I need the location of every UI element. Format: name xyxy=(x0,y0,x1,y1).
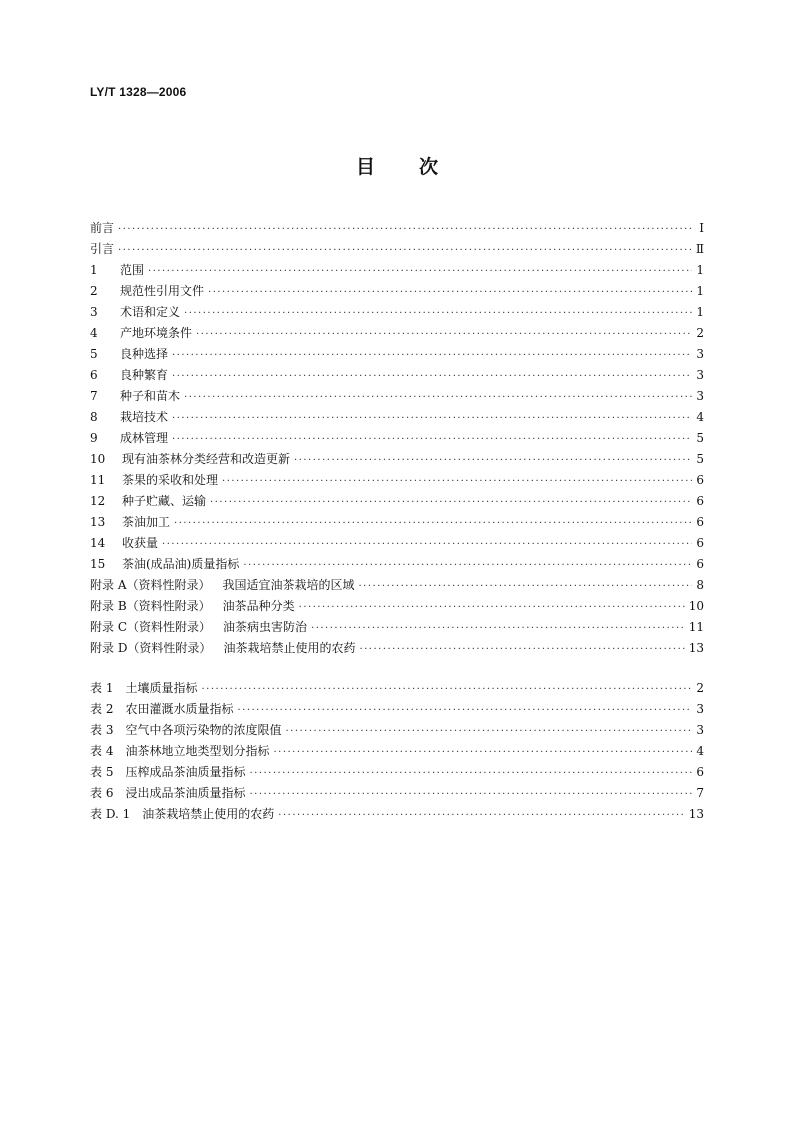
leader-dots xyxy=(359,639,684,660)
toc-entry-page: 6 xyxy=(696,494,704,508)
toc-entry-page: 5 xyxy=(696,431,704,445)
table-entry[interactable] xyxy=(90,699,704,720)
table-entry[interactable] xyxy=(90,720,704,741)
leader-dots xyxy=(208,282,692,303)
toc-entry-page: 10 xyxy=(688,599,704,613)
leader-dots xyxy=(118,219,692,240)
toc-list xyxy=(90,218,704,659)
leader-dots xyxy=(285,721,692,742)
table-entry[interactable] xyxy=(90,762,704,783)
table-entry[interactable] xyxy=(90,804,704,825)
toc-appendix-entry[interactable] xyxy=(90,575,704,596)
toc-entry-label: 成林管理 xyxy=(120,431,169,445)
leader-dots xyxy=(237,700,692,721)
toc-entry-label: 茶油加工 xyxy=(122,515,171,529)
toc-entry-page: 3 xyxy=(696,368,704,382)
toc-entry-label: 油茶病虫害防治 xyxy=(223,620,308,634)
leader-dots xyxy=(201,679,692,700)
toc-entry-page: 6 xyxy=(696,536,704,550)
toc-entry-label: 茶油(成品油)质量指标 xyxy=(122,557,240,571)
toc-entry-number: 13 xyxy=(90,515,106,529)
toc-entry-number: 10 xyxy=(90,452,106,466)
toc-entry-number: 14 xyxy=(90,536,106,550)
toc-entry-label: 种子贮藏、运输 xyxy=(122,494,207,508)
toc-entry[interactable] xyxy=(90,428,704,449)
toc-entry-number: 3 xyxy=(90,305,98,319)
leader-dots xyxy=(148,261,692,282)
toc-entry[interactable] xyxy=(90,407,704,428)
table-prefix: 表 3 xyxy=(90,723,114,737)
toc-title-part1: 目 xyxy=(355,156,375,178)
leader-dots xyxy=(311,618,685,639)
table-entry[interactable] xyxy=(90,678,704,699)
document-code: LY/T 1328—2006 xyxy=(90,85,187,99)
toc-entry-label: 规范性引用文件 xyxy=(120,284,205,298)
toc-entry-page: 1 xyxy=(696,305,704,319)
table-entry-page: 13 xyxy=(688,807,704,821)
leader-dots xyxy=(184,387,692,408)
leader-dots xyxy=(249,784,692,805)
toc-entry-page: 13 xyxy=(688,641,704,655)
table-entry-page: 4 xyxy=(696,744,704,758)
toc-entry[interactable] xyxy=(90,365,704,386)
leader-dots xyxy=(184,303,692,324)
toc-entry[interactable] xyxy=(90,344,704,365)
toc-entry-label: 现有油茶林分类经营和改造更新 xyxy=(122,452,291,466)
toc-entry-label: 范围 xyxy=(120,263,145,277)
leader-dots xyxy=(249,763,692,784)
toc-entry-number: 11 xyxy=(90,473,106,487)
toc-entry-label: 油茶栽培禁止使用的农药 xyxy=(223,641,356,655)
toc-entry[interactable] xyxy=(90,491,704,512)
toc-entry-page: 11 xyxy=(688,620,704,634)
leader-dots xyxy=(210,492,692,513)
toc-entry[interactable] xyxy=(90,260,704,281)
toc-entry-page: 2 xyxy=(696,326,704,340)
leader-dots xyxy=(196,324,692,345)
table-entry-page: 7 xyxy=(696,786,704,800)
toc-entry[interactable] xyxy=(90,512,704,533)
leader-dots xyxy=(172,429,692,450)
toc-entry-page: 8 xyxy=(696,578,704,592)
toc-entry-label: 良种选择 xyxy=(120,347,169,361)
toc-entry-page: 4 xyxy=(696,410,704,424)
toc-entry[interactable] xyxy=(90,281,704,302)
leader-dots xyxy=(222,471,692,492)
toc-entry-label: 术语和定义 xyxy=(120,305,181,319)
toc-entry-page: 6 xyxy=(696,473,704,487)
appendix-prefix: 附录 B（资料性附录） xyxy=(90,599,211,613)
toc-entry-label: 茶果的采收和处理 xyxy=(122,473,219,487)
table-entry-label: 农田灌溉水质量指标 xyxy=(125,702,234,716)
toc-entry-number: 6 xyxy=(90,368,98,382)
toc-appendix-entry[interactable] xyxy=(90,617,704,638)
table-entry[interactable] xyxy=(90,741,704,762)
toc-entry-number: 8 xyxy=(90,410,98,424)
toc-entry-label: 栽培技术 xyxy=(120,410,169,424)
toc-entry-page: Ⅰ xyxy=(699,221,704,235)
toc-entry[interactable] xyxy=(90,386,704,407)
leader-dots xyxy=(278,805,684,826)
toc-entry-number: 15 xyxy=(90,557,106,571)
table-prefix: 表 2 xyxy=(90,702,114,716)
table-prefix: 表 4 xyxy=(90,744,114,758)
table-entry[interactable] xyxy=(90,783,704,804)
toc-entry-label: 前言 xyxy=(90,221,115,235)
table-prefix: 表 1 xyxy=(90,681,114,695)
toc-entry-page: 6 xyxy=(696,557,704,571)
toc-entry[interactable] xyxy=(90,239,704,260)
toc-title xyxy=(0,152,794,179)
table-entry-page: 3 xyxy=(696,702,704,716)
toc-entry-number: 7 xyxy=(90,389,98,403)
toc-entry-page: 1 xyxy=(696,284,704,298)
toc-entry-label: 良种繁育 xyxy=(120,368,169,382)
table-prefix: 表 6 xyxy=(90,786,114,800)
table-entry-page: 2 xyxy=(696,681,704,695)
toc-appendix-entry[interactable] xyxy=(90,596,704,617)
leader-dots xyxy=(294,450,692,471)
table-entry-page: 3 xyxy=(696,723,704,737)
table-entry-label: 油茶栽培禁止使用的农药 xyxy=(142,807,275,821)
toc-title-part2: 次 xyxy=(419,156,439,178)
toc-entry-label: 收获量 xyxy=(122,536,159,550)
table-entry-page: 6 xyxy=(696,765,704,779)
appendix-prefix: 附录 C（资料性附录） xyxy=(90,620,211,634)
leader-dots xyxy=(172,345,692,366)
table-entry-label: 空气中各项污染物的浓度限值 xyxy=(125,723,282,737)
toc-entry-number: 9 xyxy=(90,431,98,445)
toc-entry-page: 3 xyxy=(696,347,704,361)
table-entry-label: 油茶林地立地类型划分指标 xyxy=(125,744,270,758)
toc-entry-page: 6 xyxy=(696,515,704,529)
appendix-prefix: 附录 A（资料性附录） xyxy=(90,578,211,592)
toc-entry-number: 2 xyxy=(90,284,98,298)
table-prefix: 表 D. 1 xyxy=(90,807,131,821)
table-prefix: 表 5 xyxy=(90,765,114,779)
toc-entry-number: 5 xyxy=(90,347,98,361)
appendix-prefix: 附录 D（资料性附录） xyxy=(90,641,212,655)
leader-dots xyxy=(172,366,692,387)
toc-entry[interactable] xyxy=(90,554,704,575)
leader-dots xyxy=(243,555,692,576)
table-list xyxy=(90,678,704,825)
toc-entry-page: Ⅱ xyxy=(695,242,704,256)
toc-entry[interactable] xyxy=(90,533,704,554)
toc-appendix-entry[interactable] xyxy=(90,638,704,659)
toc-entry-label: 产地环境条件 xyxy=(120,326,193,340)
leader-dots xyxy=(174,513,692,534)
toc-entry-number: 12 xyxy=(90,494,106,508)
toc-entry-number: 1 xyxy=(90,263,98,277)
leader-dots xyxy=(118,240,692,261)
toc-entry[interactable] xyxy=(90,449,704,470)
toc-entry-page: 3 xyxy=(696,389,704,403)
toc-entry-label: 种子和苗木 xyxy=(120,389,181,403)
toc-entry-label: 引言 xyxy=(90,242,115,256)
table-entry-label: 压榨成品茶油质量指标 xyxy=(125,765,246,779)
toc-entry-label: 油茶品种分类 xyxy=(222,599,295,613)
leader-dots xyxy=(273,742,692,763)
toc-entry[interactable] xyxy=(90,470,704,491)
table-entry-label: 土壤质量指标 xyxy=(125,681,198,695)
toc-entry[interactable] xyxy=(90,323,704,344)
leader-dots xyxy=(359,576,693,597)
leader-dots xyxy=(172,408,692,429)
leader-dots xyxy=(162,534,692,555)
toc-entry-number: 4 xyxy=(90,326,98,340)
toc-entry[interactable] xyxy=(90,302,704,323)
toc-entry[interactable] xyxy=(90,218,704,239)
toc-entry-page: 5 xyxy=(696,452,704,466)
table-entry-label: 浸出成品茶油质量指标 xyxy=(125,786,246,800)
leader-dots xyxy=(299,597,685,618)
toc-entry-label: 我国适宜油茶栽培的区域 xyxy=(222,578,355,592)
toc-entry-page: 1 xyxy=(696,263,704,277)
